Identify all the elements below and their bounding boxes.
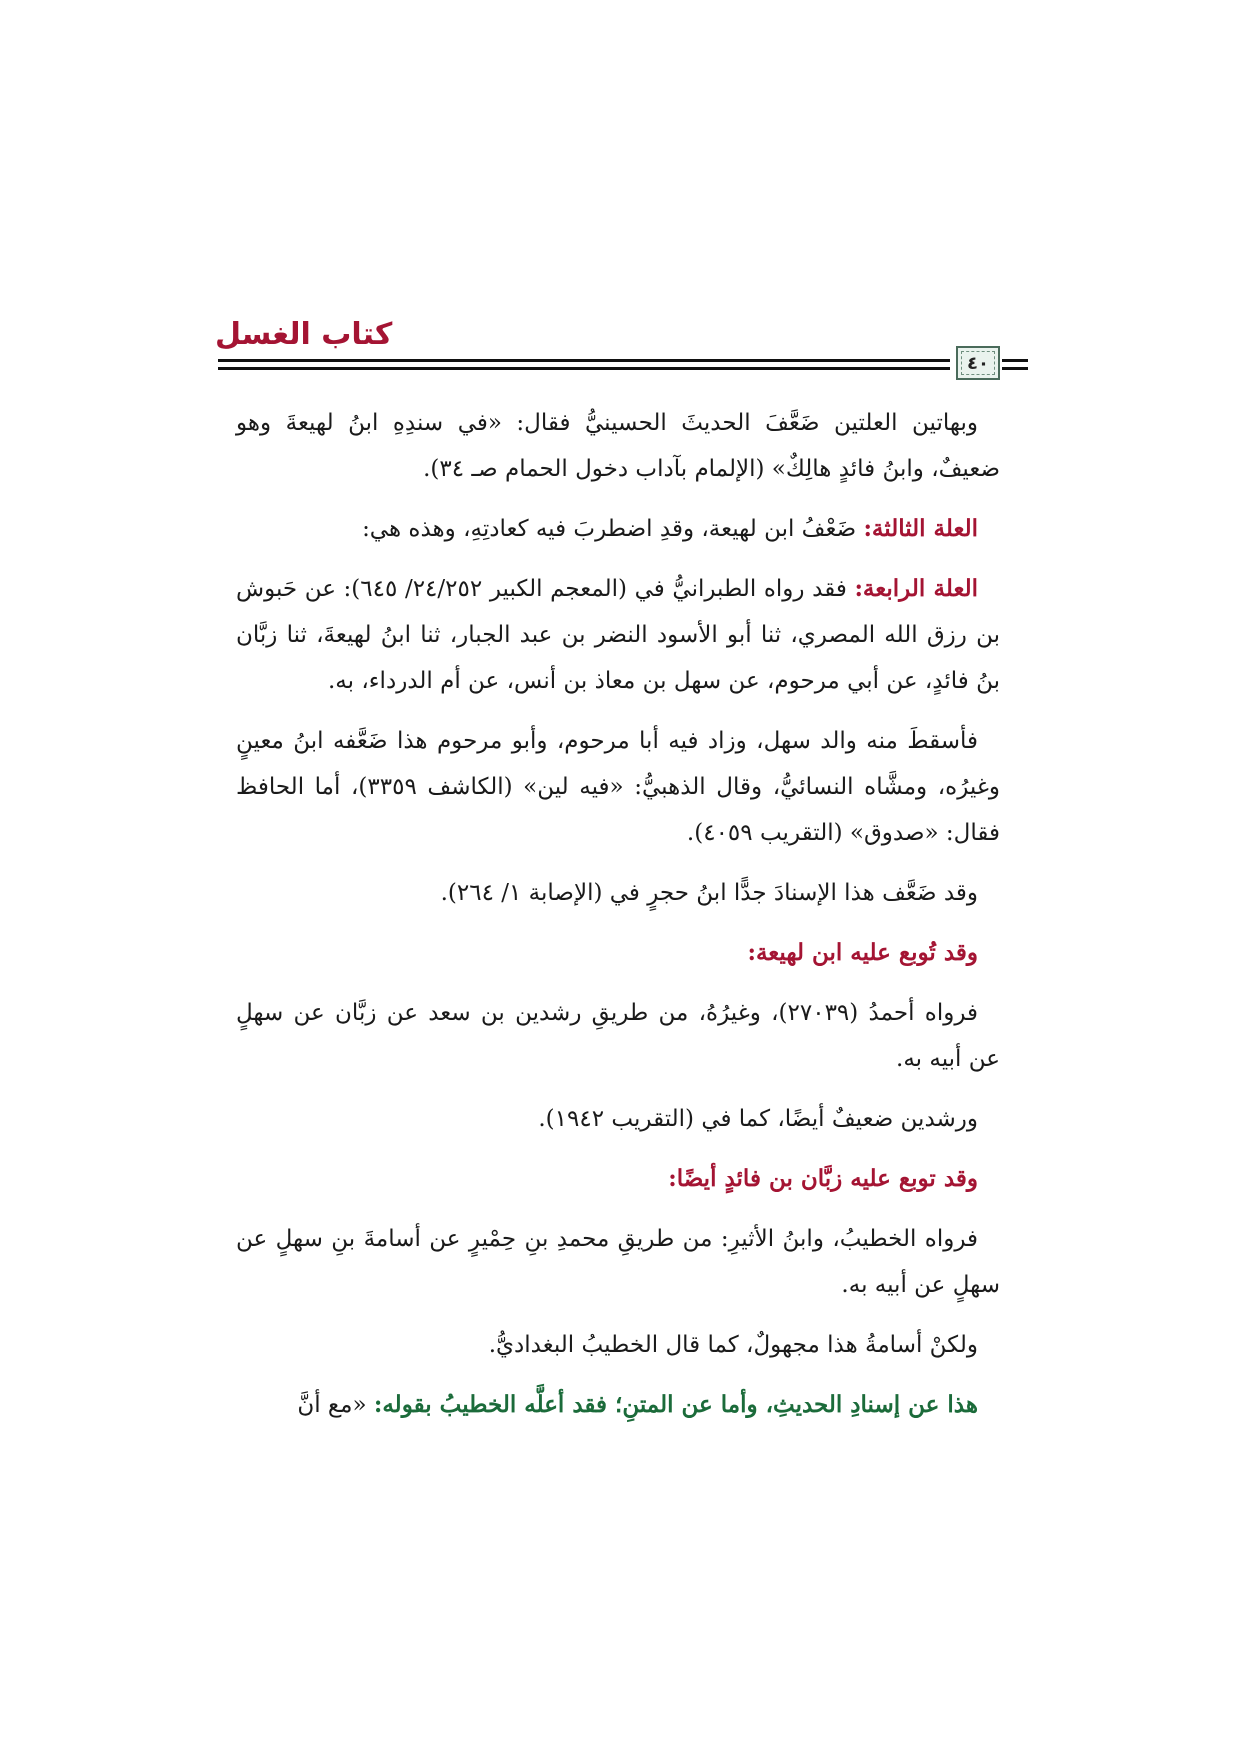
page-number-frame xyxy=(956,346,1000,380)
header-rule-top xyxy=(218,359,998,362)
paragraph-10 xyxy=(236,1382,1000,1428)
matn-critique-label: هذا عن إسنادِ الحديثِ، وأما عن المتنِ؛ فقد أعلَّه الخطيبُ بقوله: xyxy=(373,1391,978,1418)
paragraph-5: وقد ضَعَّف هذا الإسنادَ جدًّا ابنُ حجرٍ في (الإصابة ١/ ٢٦٤). xyxy=(440,880,978,906)
header-rule-right-top xyxy=(1002,359,1028,362)
paragraph-4: فأسقطَ منه والد سهل، وزاد فيه أبا مرحوم، وأبو مرحوم هذا ضَعَّفه ابنُ معينٍ وغيرُه، ومشَّاه النسائيُّ، وقال الذهبيُّ: «فيه لين» (الكاشف ٣٣٥٩)، أما الحافظ فقال: «صدوق» (التقريب ٤٠٥٩). xyxy=(236,728,1000,846)
matn-critique-text: «مع أنَّ xyxy=(297,1392,374,1418)
third-cause-label: العلة الثالثة: xyxy=(863,515,978,542)
header-rule-bottom xyxy=(218,367,998,370)
page-body xyxy=(236,400,1000,1442)
paragraph-fourth-cause xyxy=(236,566,1000,704)
paragraph-6: فرواه أحمدُ (٢٧٠٣٩)، وغيرُهُ، من طريقِ رشدين بن سعد عن زبَّان عن سهلٍ عن أبيه به. xyxy=(236,1000,1000,1072)
fourth-cause-label: العلة الرابعة: xyxy=(854,575,978,602)
book-title: كتاب الغسل xyxy=(215,317,393,352)
paragraph-third-cause xyxy=(236,506,1000,552)
subheading-1: وقد تُوبع عليه ابن لهيعة: xyxy=(747,939,978,966)
paragraph-9: ولكنْ أسامةُ هذا مجهولٌ، كما قال الخطيبُ البغداديُّ. xyxy=(488,1332,978,1358)
paragraph-8: فرواه الخطيبُ، وابنُ الأثيرِ: من طريقِ محمدِ بنِ حِمْيرٍ عن أسامةَ بنِ سهلٍ عن سهلٍ عن أبيه به. xyxy=(236,1226,1000,1298)
page-number: ٤٠ xyxy=(967,352,989,374)
paragraph-1: وبهاتين العلتين ضَعَّفَ الحديثَ الحسينيُّ فقال: «في سندِهِ ابنُ لهيعةَ وهو ضعيفٌ، وابنُ فائدٍ هالِكٌ» (الإلمام بآداب دخول الحمام صـ ٣٤). xyxy=(236,410,1000,482)
fourth-cause-text: فقد رواه الطبرانيُّ في (المعجم الكبير ٢٤/٢٥٢/ ٦٤٥): عن حَبوش بن رزق الله المصري، ثنا أبو الأسود النضر بن عبد الجبار، ثنا ابنُ لهيعةَ، ثنا زبَّان بنُ فائدٍ، عن أبي مرحوم، عن سهل بن معاذ بن أنس، عن أم الدرداء، به. xyxy=(236,576,1000,694)
subheading-2: وقد توبع عليه زبَّان بن فائدٍ أيضًا: xyxy=(668,1165,978,1192)
header-rule-right-bottom xyxy=(1002,367,1028,370)
paragraph-7: ورشدين ضعيفٌ أيضًا، كما في (التقريب ١٩٤٢). xyxy=(538,1106,978,1132)
third-cause-text: ضَعْفُ ابن لهيعة، وقدِ اضطربَ فيه كعادتِهِ، وهذه هي: xyxy=(362,516,864,542)
